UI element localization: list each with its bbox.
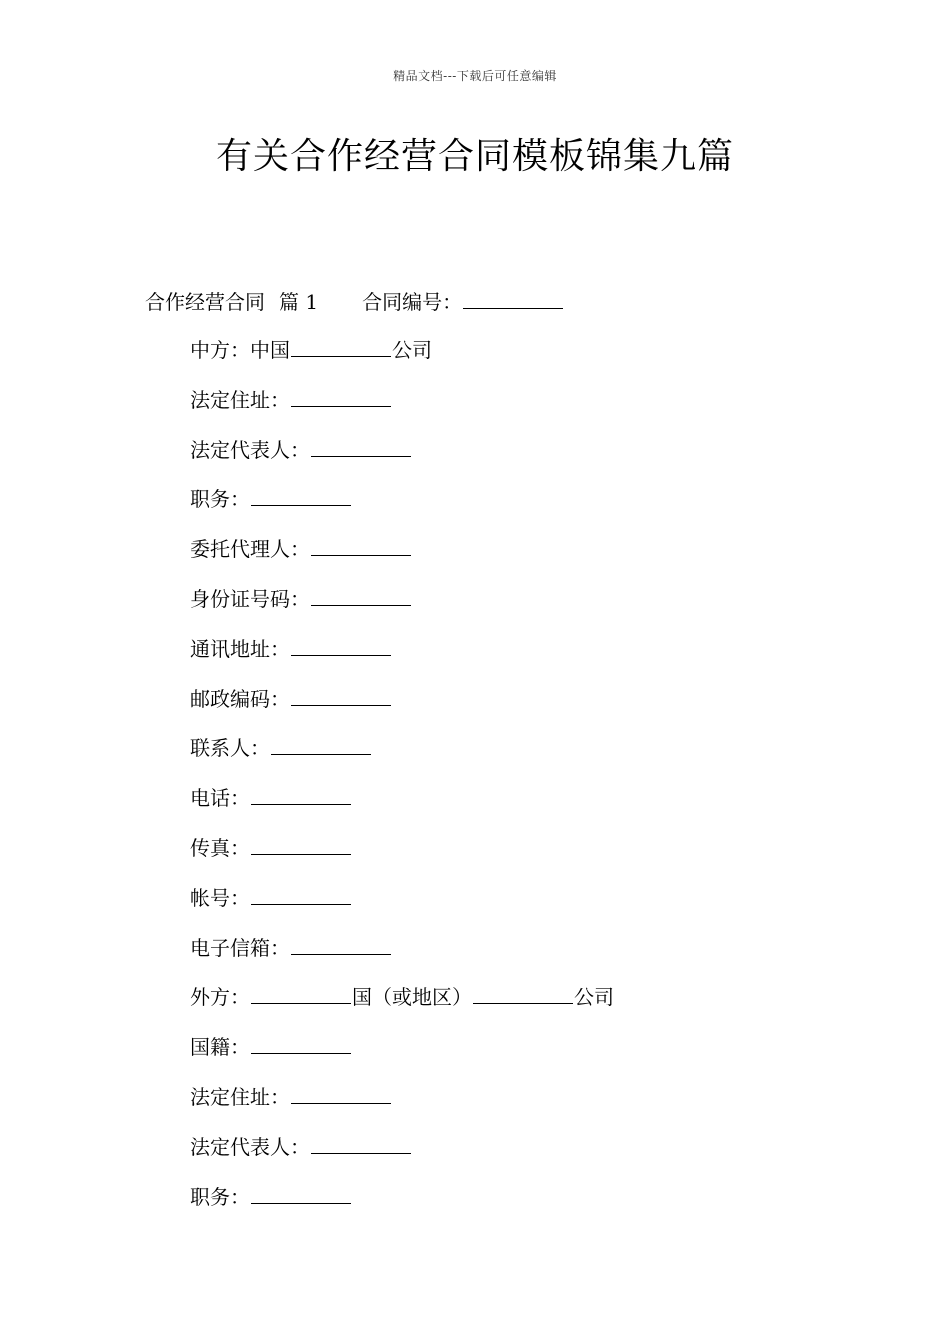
- field-blank: [311, 535, 411, 556]
- field-blank: [251, 485, 351, 506]
- field-blank: [291, 386, 391, 407]
- field-blank: [251, 1183, 351, 1204]
- field-label: 通讯地址：: [190, 636, 290, 661]
- chinese-party-fax-row: [190, 834, 614, 884]
- field-label: 国籍：: [190, 1035, 250, 1060]
- field-label: 电话：: [190, 786, 250, 811]
- chinese-party-id-row: [190, 585, 614, 635]
- foreign-party-name-blank: [473, 983, 573, 1004]
- chinese-party-email-row: [190, 934, 614, 984]
- foreign-party-address-row: [190, 1083, 614, 1133]
- field-blank: [251, 884, 351, 905]
- field-label: 法定住址：: [190, 387, 290, 412]
- field-label: 身份证号码：: [190, 586, 310, 611]
- foreign-party-country-blank: [251, 983, 351, 1004]
- chinese-party-postcode-row: [190, 685, 614, 735]
- foreign-party-name-row: [190, 983, 614, 1033]
- field-label: 法定代表人：: [190, 437, 310, 462]
- field-label: 委托代理人：: [190, 537, 310, 562]
- foreign-party-name-prefix: 外方：: [190, 985, 250, 1010]
- foreign-party-name-suffix: 公司: [574, 985, 614, 1010]
- contract-number-blank: [463, 288, 563, 309]
- header-note: 精品文档---下载后可任意编辑: [393, 69, 557, 83]
- chinese-party-address-row: [190, 386, 614, 436]
- field-blank: [251, 1033, 351, 1054]
- chinese-party-name-prefix: 中方：中国: [190, 338, 290, 362]
- field-blank: [251, 834, 351, 855]
- field-blank: [291, 685, 391, 706]
- chinese-party-contact-row: [190, 734, 614, 784]
- chinese-party-name-row: [190, 336, 614, 386]
- field-label: 帐号：: [190, 885, 250, 910]
- field-label: 传真：: [190, 835, 250, 860]
- contract-number-label: 合同编号：: [362, 290, 463, 314]
- document-title: 有关合作经营合同模板锦集九篇: [215, 136, 734, 177]
- chinese-party-mail-address-row: [190, 635, 614, 685]
- field-label: 联系人：: [190, 736, 270, 761]
- chinese-party-name-suffix: 公司: [392, 338, 432, 362]
- field-label: 邮政编码：: [190, 686, 290, 711]
- chinese-party-position-row: [190, 485, 614, 535]
- chinese-party-name-blank: [291, 336, 391, 357]
- field-label: 职务：: [190, 487, 250, 512]
- contract-intro-line: [145, 286, 564, 315]
- chinese-party-legal-rep-row: [190, 436, 614, 486]
- foreign-party-nationality-row: [190, 1033, 614, 1083]
- field-label: 法定住址：: [190, 1084, 290, 1109]
- foreign-party-position-row: [190, 1183, 614, 1233]
- field-blank: [311, 1133, 411, 1154]
- field-blank: [291, 635, 391, 656]
- foreign-party-country-text: 国（或地区）: [352, 985, 472, 1010]
- field-blank: [291, 934, 391, 955]
- field-blank: [311, 585, 411, 606]
- field-blank: [251, 784, 351, 805]
- field-label: 职务：: [190, 1184, 250, 1209]
- chinese-party-account-row: [190, 884, 614, 934]
- chinese-party-phone-row: [190, 784, 614, 834]
- field-blank: [291, 1083, 391, 1104]
- field-blank: [271, 734, 371, 755]
- party-fields: [190, 336, 614, 1232]
- chinese-party-agent-row: [190, 535, 614, 585]
- section-label: 合作经营合同: [145, 290, 265, 314]
- foreign-party-legal-rep-row: [190, 1133, 614, 1183]
- field-label: 法定代表人：: [190, 1134, 310, 1159]
- part-label: 篇 1: [279, 290, 319, 314]
- field-blank: [311, 436, 411, 457]
- field-label: 电子信箱：: [190, 935, 290, 960]
